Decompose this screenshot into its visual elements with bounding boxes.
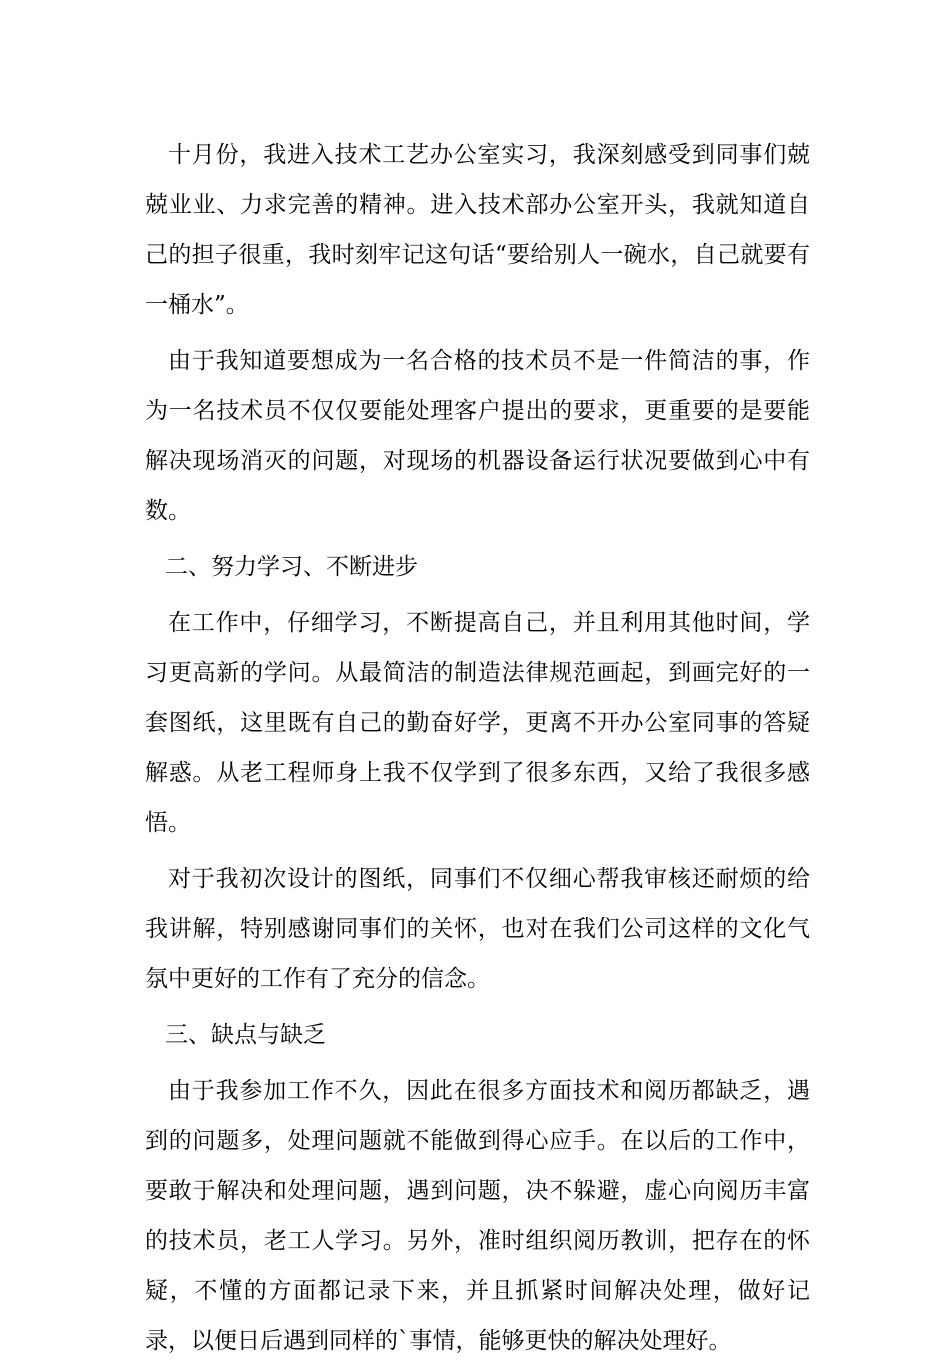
paragraph-shortcomings: 由于我参加工作不久，因此在很多方面技术和阅历都缺乏，遇到的问题多，处理问题就不能做到得心应手。在以后的工作中，要敢于解决和处理问题，遇到问题，决不躲避，虚心向阅历丰富的技术员，老工人学习。另外，准时组织阅历教训，把存在的怀疑，不懂的方面都记录下来，并且抓紧时间解决处理，做好记录，以便日后遇到同样的`事情，能够更快的解决处理好。 [145,1078,810,1354]
section-heading-3: 三、缺点与缺乏 [165,1022,326,1048]
section-heading-2: 二、努力学习、不断进步 [165,554,418,580]
paragraph-gratitude: 对于我初次设计的图纸，同事们不仅细心帮我审核还耐烦的给我讲解，特别感谢同事们的关怀，也对在我们公司这样的文化气氛中更好的工作有了充分的信念。 [145,866,810,992]
document-page [145,130,810,1372]
paragraph-learning: 在工作中，仔细学习，不断提高自己，并且利用其他时间，学习更高新的学问。从最简洁的制造法律规范画起，到画完好的一套图纸，这里既有自己的勤奋好学，更离不开办公室同事的答疑解惑。从老工程师身上我不仅学到了很多东西，又给了我很多感悟。 [145,610,810,836]
paragraph-technician-role: 由于我知道要想成为一名合格的技术员不是一件简洁的事，作为一名技术员不仅仅要能处理客户提出的要求，更重要的是要能解决现场消灭的问题，对现场的机器设备运行状况要做到心中有数。 [145,348,810,524]
paragraph-internship: 十月份，我进入技术工艺办公室实习，我深刻感受到同事们兢兢业业、力求完善的精神。进入技术部办公室开头，我就知道自己的担子很重，我时刻牢记这句话“要给别人一碗水，自己就要有一桶水”。 [145,142,810,318]
